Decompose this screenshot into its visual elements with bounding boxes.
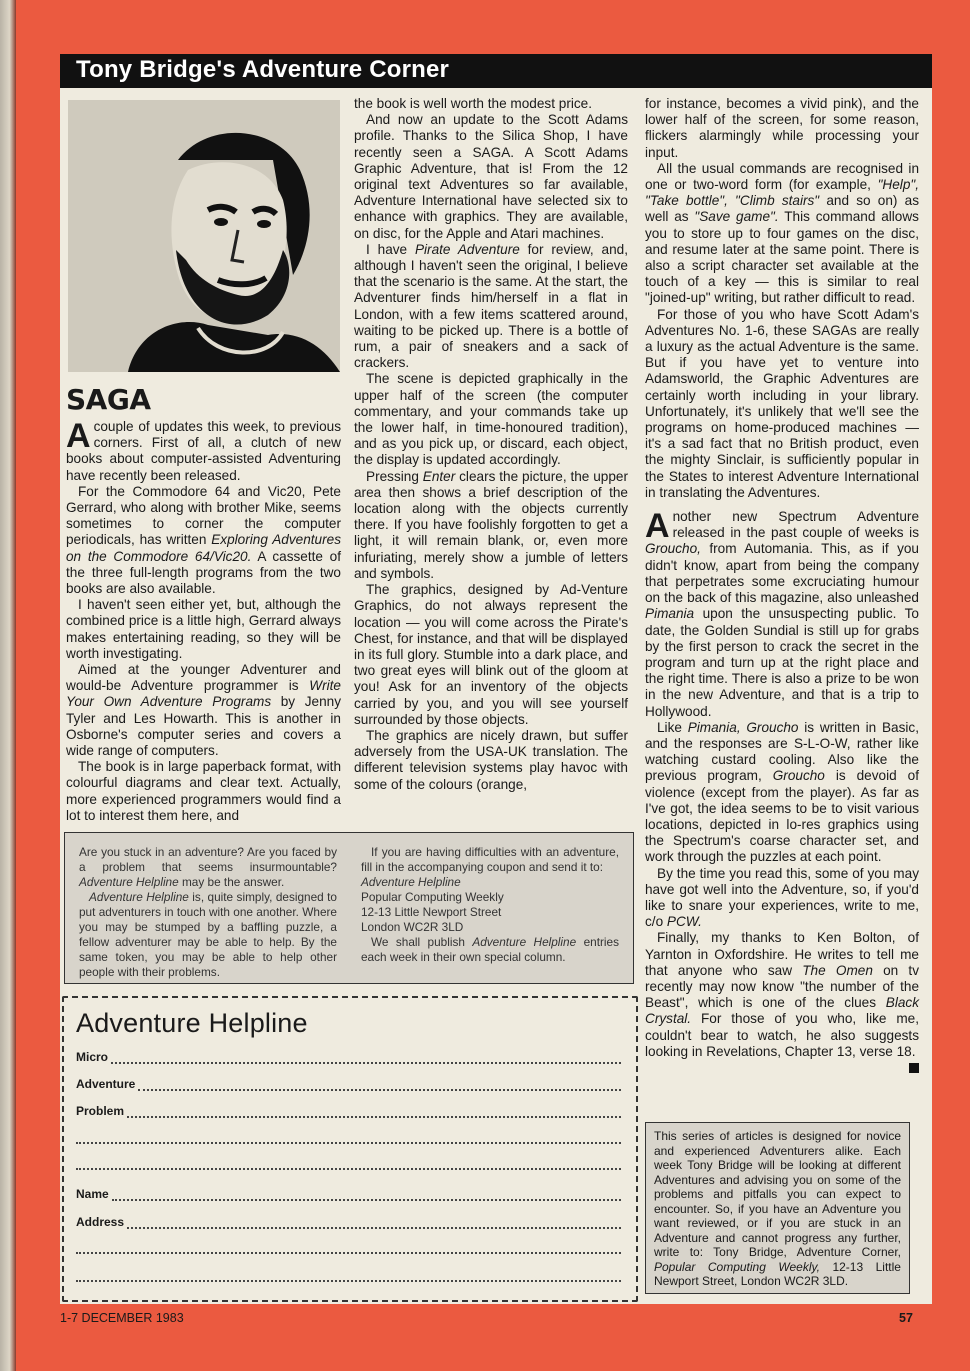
series-info-box: This series of articles is designed for novice and experienced Adventurers alike. Each week Tony Bridge will be looking at different Adventures and advising you on some of the problems and pitfalls you can expect to encounter. So, if you have an Adventure you want reviewed, or if you are stuck in an Adventure and cannot progress any further, write to: Tony Bridge, Adventure Corner, Popular Computing Weekly, 12-13 Little Newport Street, London WC2R 3LD. [645, 1122, 910, 1294]
helpline-info-left: Are you stuck in an adventure? Are you faced by a problem that seems insurmountable? Adventure Helpline may be the answer. Adventure Helpline is, quite simply, designed to put adventurers in touch with one another. Where you may be stumped by a baffling puzzle, a fellow adventurer may be able to help. By the same token, you may be able to help other people with their problems. [79, 845, 337, 979]
helpline-info-right: If you are having difficulties with an adventure, fill in the accompanying coupon and send it to: Adventure Helpline Popular Computing Weekly 12-13 Little Newport Street London WC2R 3LD We shall publish Adventure Helpline entries each week in their own special column. [361, 845, 619, 964]
paragraph: Finally, my thanks to Ken Bolton, of Yarnton in Oxfordshire. He writes to tell me that anyone who saw The Omen on tv recently may now know "the number of the Beast", which is one of the clues Black Crystal. For those of you who, like me, couldn't bear to watch, he also suggests looking in Revelations, Chapter 13, verse 18. [645, 930, 919, 1060]
coupon-title: Adventure Helpline [76, 1008, 308, 1038]
paragraph: Acouple of updates this week, to previous corners. First of all, a clutch of new books about computer-assisted Adventuring have recently been released. [66, 417, 341, 483]
column-2 [354, 96, 628, 793]
paragraph: I have Pirate Adventure for review, and, although I haven't seen the original, I believe that the scenario is the same. At the start, the Adventurer finds him/herself in a flat in London, with a few items scattered around, waiting to be picked up. There is a bottle of rum, a pair of sneakers and a sack of crackers. [354, 241, 628, 371]
paragraph: The graphics are nicely drawn, but suffer adversely from the USA-UK translation. The different television systems play havoc with some of the colours (orange, [354, 727, 628, 792]
paragraph: for instance, becomes a vivid pink), and the lower half of the screen, for some reason, flickers alarmingly while processing your input. [645, 96, 919, 160]
adventure-field[interactable]: Adventure [76, 1077, 621, 1091]
column-banner [60, 54, 932, 88]
paragraph: Like Pimania, Groucho is written in Basic, and the responses are S-L-O-W, rather like watching custard cooling. Also like the previous program, Groucho is devoid of violence (except from the player). As far as I've got, the idea seems to be to visit various locations, depicted in lo-res graphics using the Spectrum's coarse character set, and work through the puzzles at each point. [645, 719, 919, 865]
paragraph: The scene is depicted graphically in the upper half of the screen (the computer commentary, and your commands take up the lower half, in time-honoured tradition), and as you pick up, or discard, each object, the display is updated accordingly. [354, 371, 628, 468]
helpline-info-box [64, 832, 634, 984]
address-field-line[interactable] [76, 1270, 621, 1282]
paragraph: Aimed at the younger Adventurer and would-be Adventure programmer is Write Your Own Adventure Programs by Jenny Tyler and Les Howarth. This is another in Osborne's computer series and covers a wide range of computers. [66, 662, 341, 759]
address-field[interactable]: Address [76, 1215, 621, 1229]
problem-field[interactable]: Problem [76, 1104, 621, 1118]
address-field-line[interactable] [76, 1242, 621, 1254]
paragraph: Pressing Enter clears the picture, the upper area then shows a brief description of the location along with the objects currently there. If you have foolishly forgotten to get a light, it will remain blank, or, even more infuriating, merely show a jumble of letters and symbols. [354, 468, 628, 581]
paragraph: For the Commodore 64 and Vic20, Pete Gerrard, who along with brother Mike, seems sometimes to corner the computer periodicals, has written Exploring Adventures on the Commodore 64/Vic20. A cassette of the three full-length programs from the two books are also available. [66, 483, 342, 597]
column-title: Tony Bridge's Adventure Corner [76, 56, 450, 83]
issue-date: 1-7 DECEMBER 1983 [60, 1311, 184, 1325]
paragraph: the book is well worth the modest price. [354, 96, 593, 111]
paragraph: All the usual commands are recognised in one or two-word form (for example, "Help", "Take bottle", "Climb stairs" and so on) as well as "Save game". This command allows you to store up to four games on the disc, and resume later at the same point. There is also a script character set available at the touch of a key — this is similar to real "joined-up" writing, but rather difficult to read. [645, 160, 919, 306]
paragraph: For those of you who have Scott Adam's Adventures No. 1-6, these SAGAs are really a luxury as the actual Adventure is the same. But if you have yet to venture into Adamsworld, the Graphic Adventures are certainly worth including in your library. Unfortunately, it's unlikely that we'll see the programs on home-produced machines — it's a sad fact that no British product, even the mighty Sinclair, is sufficiently popular in the States to interest Adventure International in translating the Adventures. [645, 306, 919, 500]
paragraph: By the time you read this, some of you may have got well into the Adventure, so, if you'd like to snare your experiences, write to me, c/o PCW. [645, 865, 919, 930]
author-photo [68, 100, 340, 372]
problem-field-line[interactable] [76, 1132, 621, 1144]
paragraph: The graphics, designed by Ad-Venture Graphics, do not always represent the location — you will come across the Pirate's Chest, for instance, and that will be displayed in its full glory. Stumble into a dark place, and two great eyes will blink out of the gloom at you! Ask for an inventory of the objects carried by you, and you will see yourself surrounded by those objects. [354, 582, 628, 727]
drop-cap: A [66, 417, 91, 455]
name-field[interactable]: Name [76, 1187, 621, 1201]
column-3 [645, 96, 919, 1073]
helpline-coupon [62, 996, 638, 1302]
magazine-spine [0, 0, 16, 1371]
column-1 [66, 419, 341, 824]
paragraph: And now an update to the Scott Adams profile. Thanks to the Silica Shop, I have recently seen a SAGA. A Scott Adams Graphic Adventure, that is! From the 12 original text Adventures so far available, Adventure International have selected six to enhance with graphics. They are available, on disc, for the Apple and Atari machines. [354, 112, 628, 241]
section-heading-saga: SAGA [66, 383, 151, 416]
micro-field[interactable]: Micro [76, 1050, 621, 1064]
drop-cap: A [645, 507, 670, 546]
paragraph: I haven't seen either yet, but, although the combined price is a little high, Gerrard always makes entertaining reading, so they will be worth investigating. [66, 597, 341, 661]
problem-field-line[interactable] [76, 1158, 621, 1170]
paragraph: The book is in large paperback format, with colourful diagrams and clear text. Actually, more experienced programmers would find a lot to interest them here, and [66, 759, 341, 823]
page-number: 57 [899, 1311, 913, 1325]
paragraph: Another new Spectrum Adventure released in the past couple of weeks is Groucho, from Automania. This, as if you didn't know, apart from being the company that perpetrates some excruciating humour on the back of this magazine, also unleashed Pimania upon the unsuspecting public. To date, the Golden Sundial is still up for grabs by the first person to crack the secret in the program and turn up at the right place and the right time. There is also a prize to be won in the new Adventure, and that is a trip to Hollywood. [645, 507, 919, 719]
end-mark-icon [909, 1063, 919, 1073]
